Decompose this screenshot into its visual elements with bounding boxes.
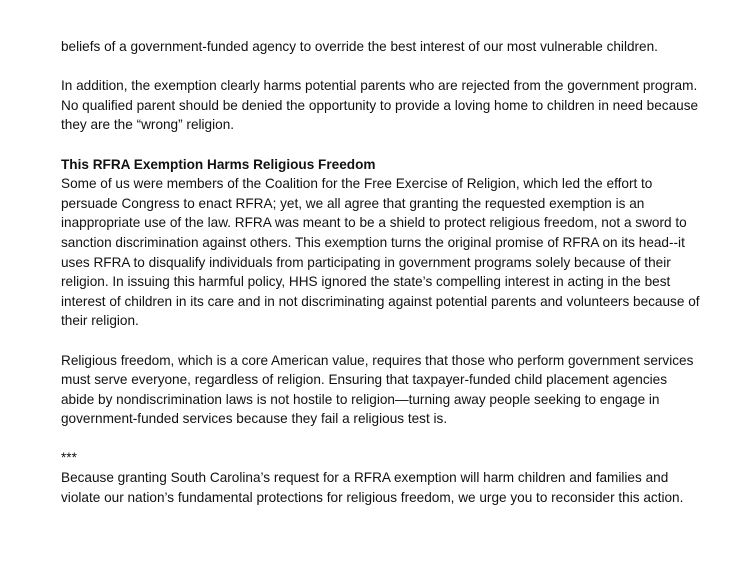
paragraph-potential-parents: In addition, the exemption clearly harms potential parents who are rejected from the government program. No qualified parent should be denied the opportunity to provide a loving home to children in need because they are the “wrong” religion.: [61, 78, 699, 133]
paragraph-coalition: Some of us were members of the Coalition for the Free Exercise of Religion, which led the effort to persuade Congress to enact RFRA; yet, we all agree that granting the requested exemption is an inappropriate use of the law. RFRA was meant to be a shield to protect religious freedom, not a sword to sanction discrimination against others. This exemption turns the original promise of RFRA on its head--it uses RFRA to disqualify individuals from participating in government programs solely because of their religion. In issuing this harmful policy, HHS ignored the state’s compelling interest in acting in the best interest of children in its care and in not discriminating against potential parents and volunteers because of their religion.: [61, 176, 700, 329]
section-heading: This RFRA Exemption Harms Religious Freedom: [61, 156, 376, 172]
paragraph-vulnerable-children: beliefs of a government-funded agency to override the best interest of our most vulnerable children.: [61, 39, 658, 54]
document-page: [61, 37, 701, 507]
paragraph-core-value: Religious freedom, which is a core American value, requires that those who perform government services must serve everyone, regardless of religion. Ensuring that taxpayer-funded child placement agencies abide by nondiscrimination laws is not hostile to religion—turning away people seeking to engage in government-funded services because they fail a religious test is.: [61, 352, 694, 427]
section-religious-freedom: [61, 155, 701, 331]
section-separator: ***: [61, 450, 77, 466]
paragraph-conclusion: Because granting South Carolina’s request for a RFRA exemption will harm children and families and violate our nation’s fundamental protections for religious freedom, we urge you to reconsider this action.: [61, 470, 684, 505]
